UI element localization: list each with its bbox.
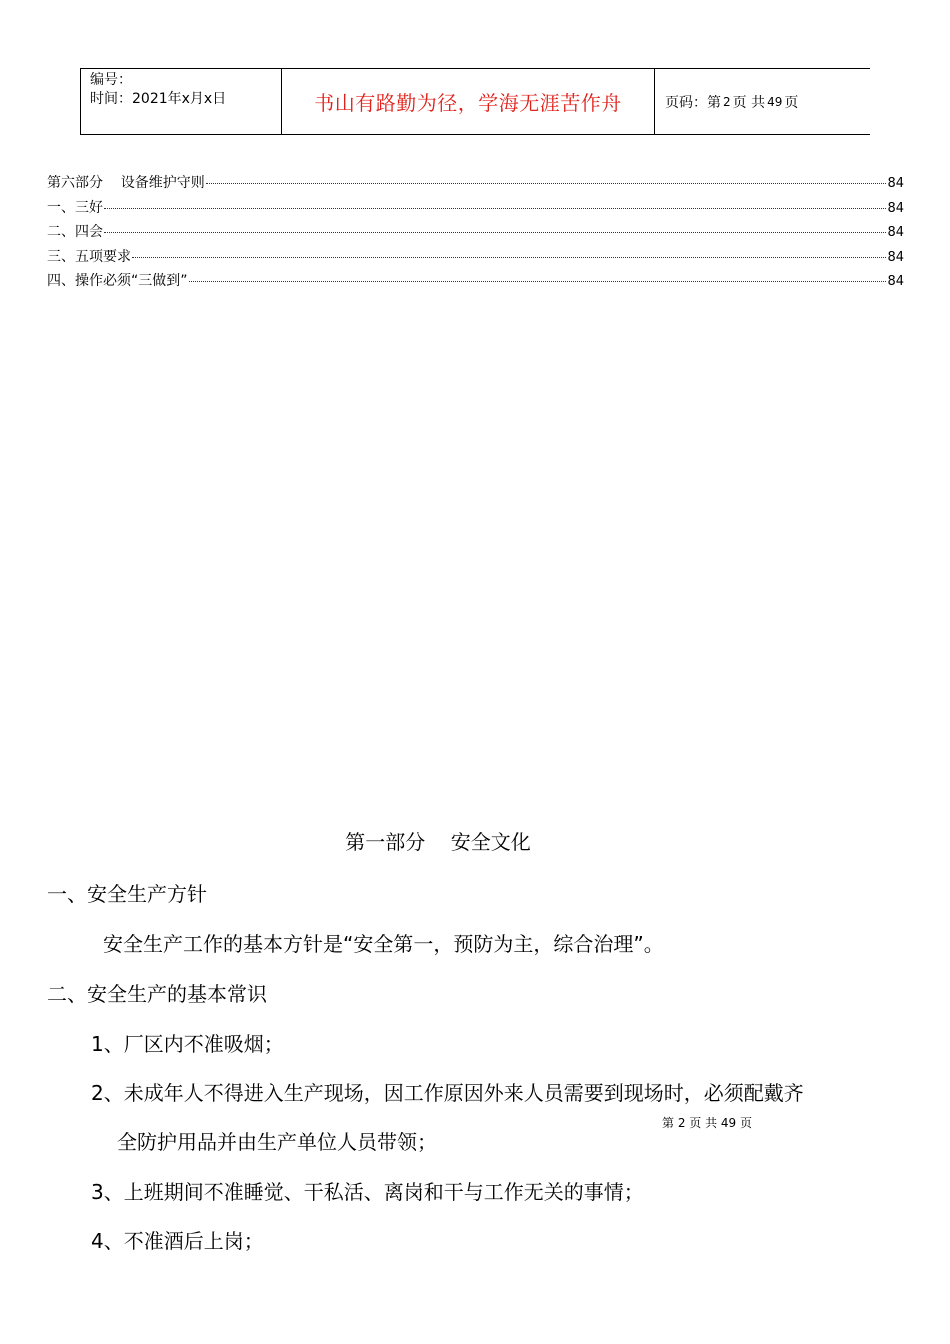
paragraph-policy: 安全生产工作的基本方针是“安全第一，预防为主，综合治理”。 <box>103 932 664 956</box>
toc-entry[interactable] <box>47 172 904 197</box>
toc-leader-dots <box>189 281 887 282</box>
toc-leader-dots <box>206 183 887 184</box>
header-meta-cell <box>81 69 282 134</box>
heading-safety-policy: 一、安全生产方针 <box>47 882 207 906</box>
list-item: 3、上班期间不准睡觉、干私活、离岗和干与工作无关的事情； <box>91 1180 644 1204</box>
list-item: 1、厂区内不准吸烟； <box>91 1032 284 1056</box>
toc-entry-page: 84 <box>887 225 904 240</box>
toc-entry[interactable] <box>47 221 904 246</box>
page-suffix: 页 <box>784 94 799 111</box>
time-label: 时间：2021年x月x日 <box>90 91 227 107</box>
toc-entry-title: 四、操作必须“三做到” <box>47 273 188 289</box>
page-footer-number: 第 2 页 共 49 页 <box>662 1116 752 1130</box>
toc-leader-dots <box>132 257 886 258</box>
list-item: 4、不准酒后上岗； <box>91 1229 264 1253</box>
motto-cell <box>282 69 655 134</box>
toc-entry-page: 84 <box>887 274 904 289</box>
page-info-cell <box>655 69 870 134</box>
section-title: 第一部分 安全文化 <box>345 830 531 854</box>
document-header <box>80 68 870 135</box>
toc-leader-dots <box>104 232 886 233</box>
number-label: 编号： <box>90 72 132 88</box>
toc-entry-page: 84 <box>887 249 904 265</box>
toc-entry[interactable] <box>47 270 904 295</box>
toc-entry-title: 一、三好 <box>47 199 103 216</box>
toc-entry-title: 三、五项要求 <box>47 248 131 265</box>
heading-basic-knowledge: 二、安全生产的基本常识 <box>47 982 267 1006</box>
toc-entry[interactable] <box>47 197 904 222</box>
list-item-continuation: 全防护用品并由生产单位人员带领； <box>117 1130 437 1154</box>
motto-text: 书山有路勤为径，学海无涯苦作舟 <box>314 91 622 115</box>
toc-entry-title: 二、四会 <box>47 224 103 240</box>
toc-entry-page: 84 <box>887 176 904 191</box>
toc-entry[interactable] <box>47 246 904 271</box>
list-item: 2、未成年人不得进入生产现场，因工作原因外来人员需要到现场时，必须配戴齐 <box>91 1081 804 1105</box>
page-mid: 页 共 <box>732 94 766 111</box>
table-of-contents <box>47 172 904 295</box>
toc-entry-title: 第六部分 设备维护守则 <box>47 175 205 191</box>
page-current: 2 <box>723 94 731 109</box>
page-prefix: 页码：第 <box>665 94 721 111</box>
page-total: 49 <box>767 94 783 109</box>
toc-entry-page: 84 <box>887 200 904 216</box>
toc-leader-dots <box>104 208 886 209</box>
